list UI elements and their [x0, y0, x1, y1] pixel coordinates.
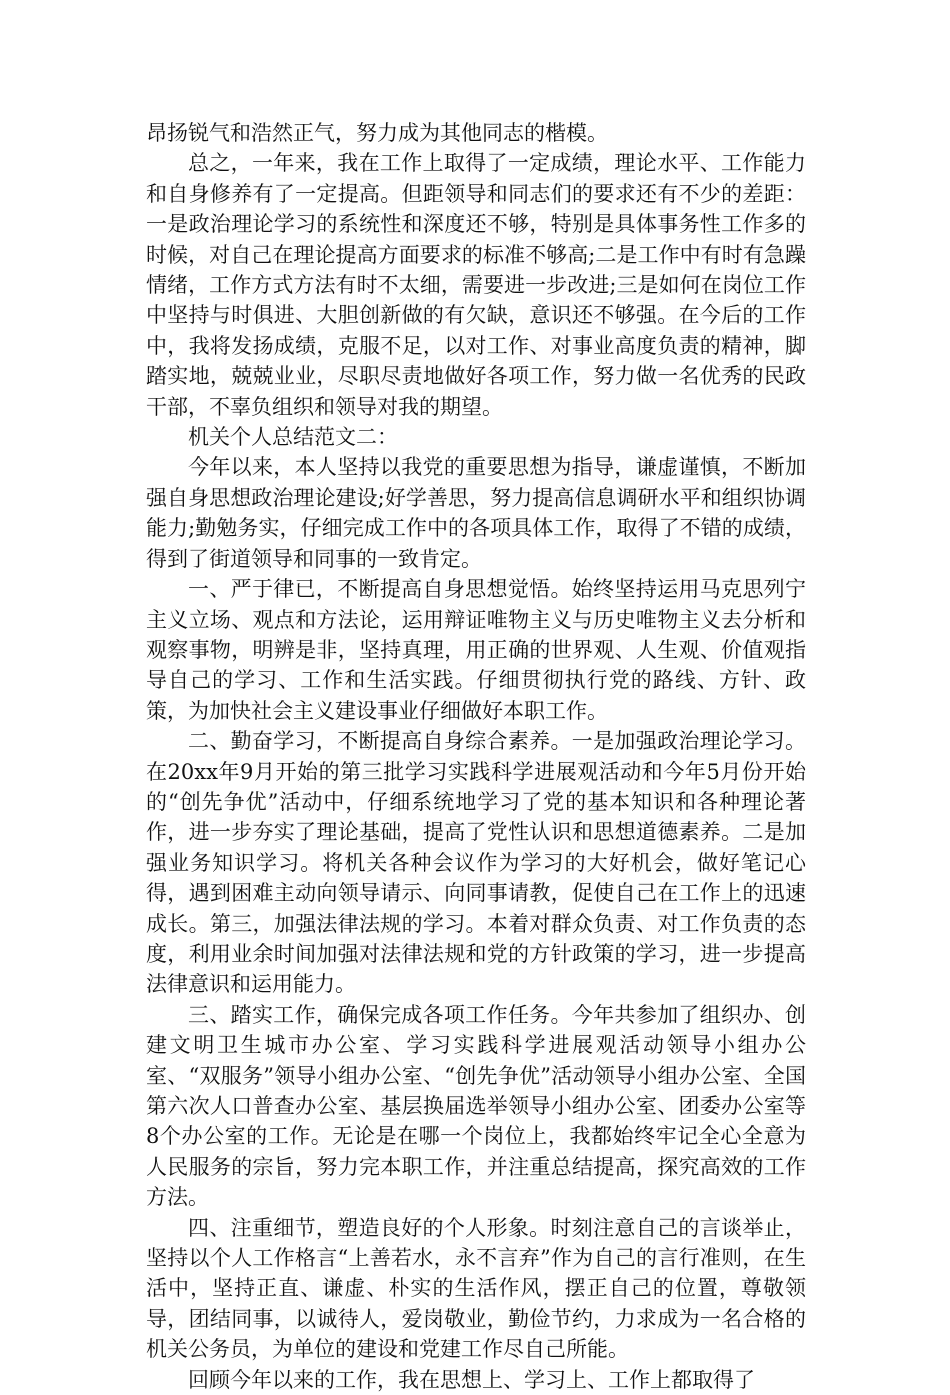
paragraph-review: 回顾今年以来的工作，我在思想上、学习上、工作上都取得了 [188, 1367, 755, 1392]
paragraph-point-four: 四、注重细节，塑造良好的个人形象。时刻注意自己的言谈举止，坚持以个人工作格言“上善若水，永不言弃”作为自己的言行准则，在生活中，坚持正直、谦虚、朴实的生活作风，摆正自己的位置，尊敬领导，团结同事，以诚待人，爱岗敬业，勤俭节约，力求成为一名合格的机关公务员，为单位的建设和党建工作尽自己所能。 [146, 1215, 806, 1362]
document-page [146, 118, 806, 1395]
paragraph-point-one: 一、严于律已，不断提高自身思想觉悟。始终坚持运用马克思列宁主义立场、观点和方法论，运用辩证唯物主义与历史唯物主义去分析和观察事物，明辨是非，坚持真理，用正确的世界观、人生观、价值观指导自己的学习、工作和生活实践。仔细贯彻执行党的路线、方针、政策，为加快社会主义建设事业仔细做好本职工作。 [146, 577, 806, 723]
paragraph-point-three: 三、踏实工作，确保完成各项工作任务。今年共参加了组织办、创建文明卫生城市办公室、学习实践科学进展观活动领导小组办公室、“双服务”领导小组办公室、“创先争优”活动领导小组办公室、全国第六次人口普查办公室、基层换届选举领导小组办公室、团委办公室等8个办公室的工作。无论是在哪一个岗位上，我都始终牢记全心全意为人民服务的宗旨，努力完本职工作，并注重总结提高，探究高效的工作方法。 [146, 1002, 806, 1210]
paragraph-point-two: 二、勤奋学习，不断提高自身综合素养。一是加强政治理论学习。在20xx年9月开始的第三批学习实践科学进展观活动和今年5月份开始的“创先争优”活动中，仔细系统地学习了党的基本知识和各种理论著作，进一步夯实了理论基础，提高了党性认识和思想道德素养。二是加强业务知识学习。将机关各种会议作为学习的大好机会，做好笔记心得，遇到困难主动向领导请示、向同事请教，促使自己在工作上的迅速成长。第三，加强法律法规的学习。本着对群众负责、对工作负责的态度，利用业余时间加强对法律法规和党的方针政策的学习，进一步提高法律意识和运用能力。 [146, 729, 806, 997]
paragraph-intro: 今年以来，本人坚持以我党的重要思想为指导，谦虚谨慎，不断加强自身思想政治理论建设;好学善思，努力提高信息调研水平和组织协调能力;勤勉务实，仔细完成工作中的各项具体工作，取得了不错的成绩，得到了街道领导和同事的一致肯定。 [146, 455, 806, 571]
paragraph-summary: 总之，一年来，我在工作上取得了一定成绩，理论水平、工作能力和自身修养有了一定提高。但距领导和同志们的要求还有不少的差距：一是政治理论学习的系统性和深度还不够，特别是具体事务性工作多的时候，对自己在理论提高方面要求的标准不够高;二是工作中有时有急躁情绪，工作方式方法有时不太细，需要进一步改进;三是如何在岗位工作中坚持与时俱进、大胆创新做的有欠缺，意识还不够强。在今后的工作中，我将发扬成绩，克服不足，以对工作、对事业高度负责的精神，脚踏实地，兢兢业业，尽职尽责地做好各项工作，努力做一名优秀的民政干部，不辜负组织和领导对我的期望。 [146, 151, 806, 419]
paragraph-continuation: 昂扬锐气和浩然正气，努力成为其他同志的楷模。 [146, 121, 608, 145]
section-heading-sample-two: 机关个人总结范文二： [188, 425, 398, 450]
